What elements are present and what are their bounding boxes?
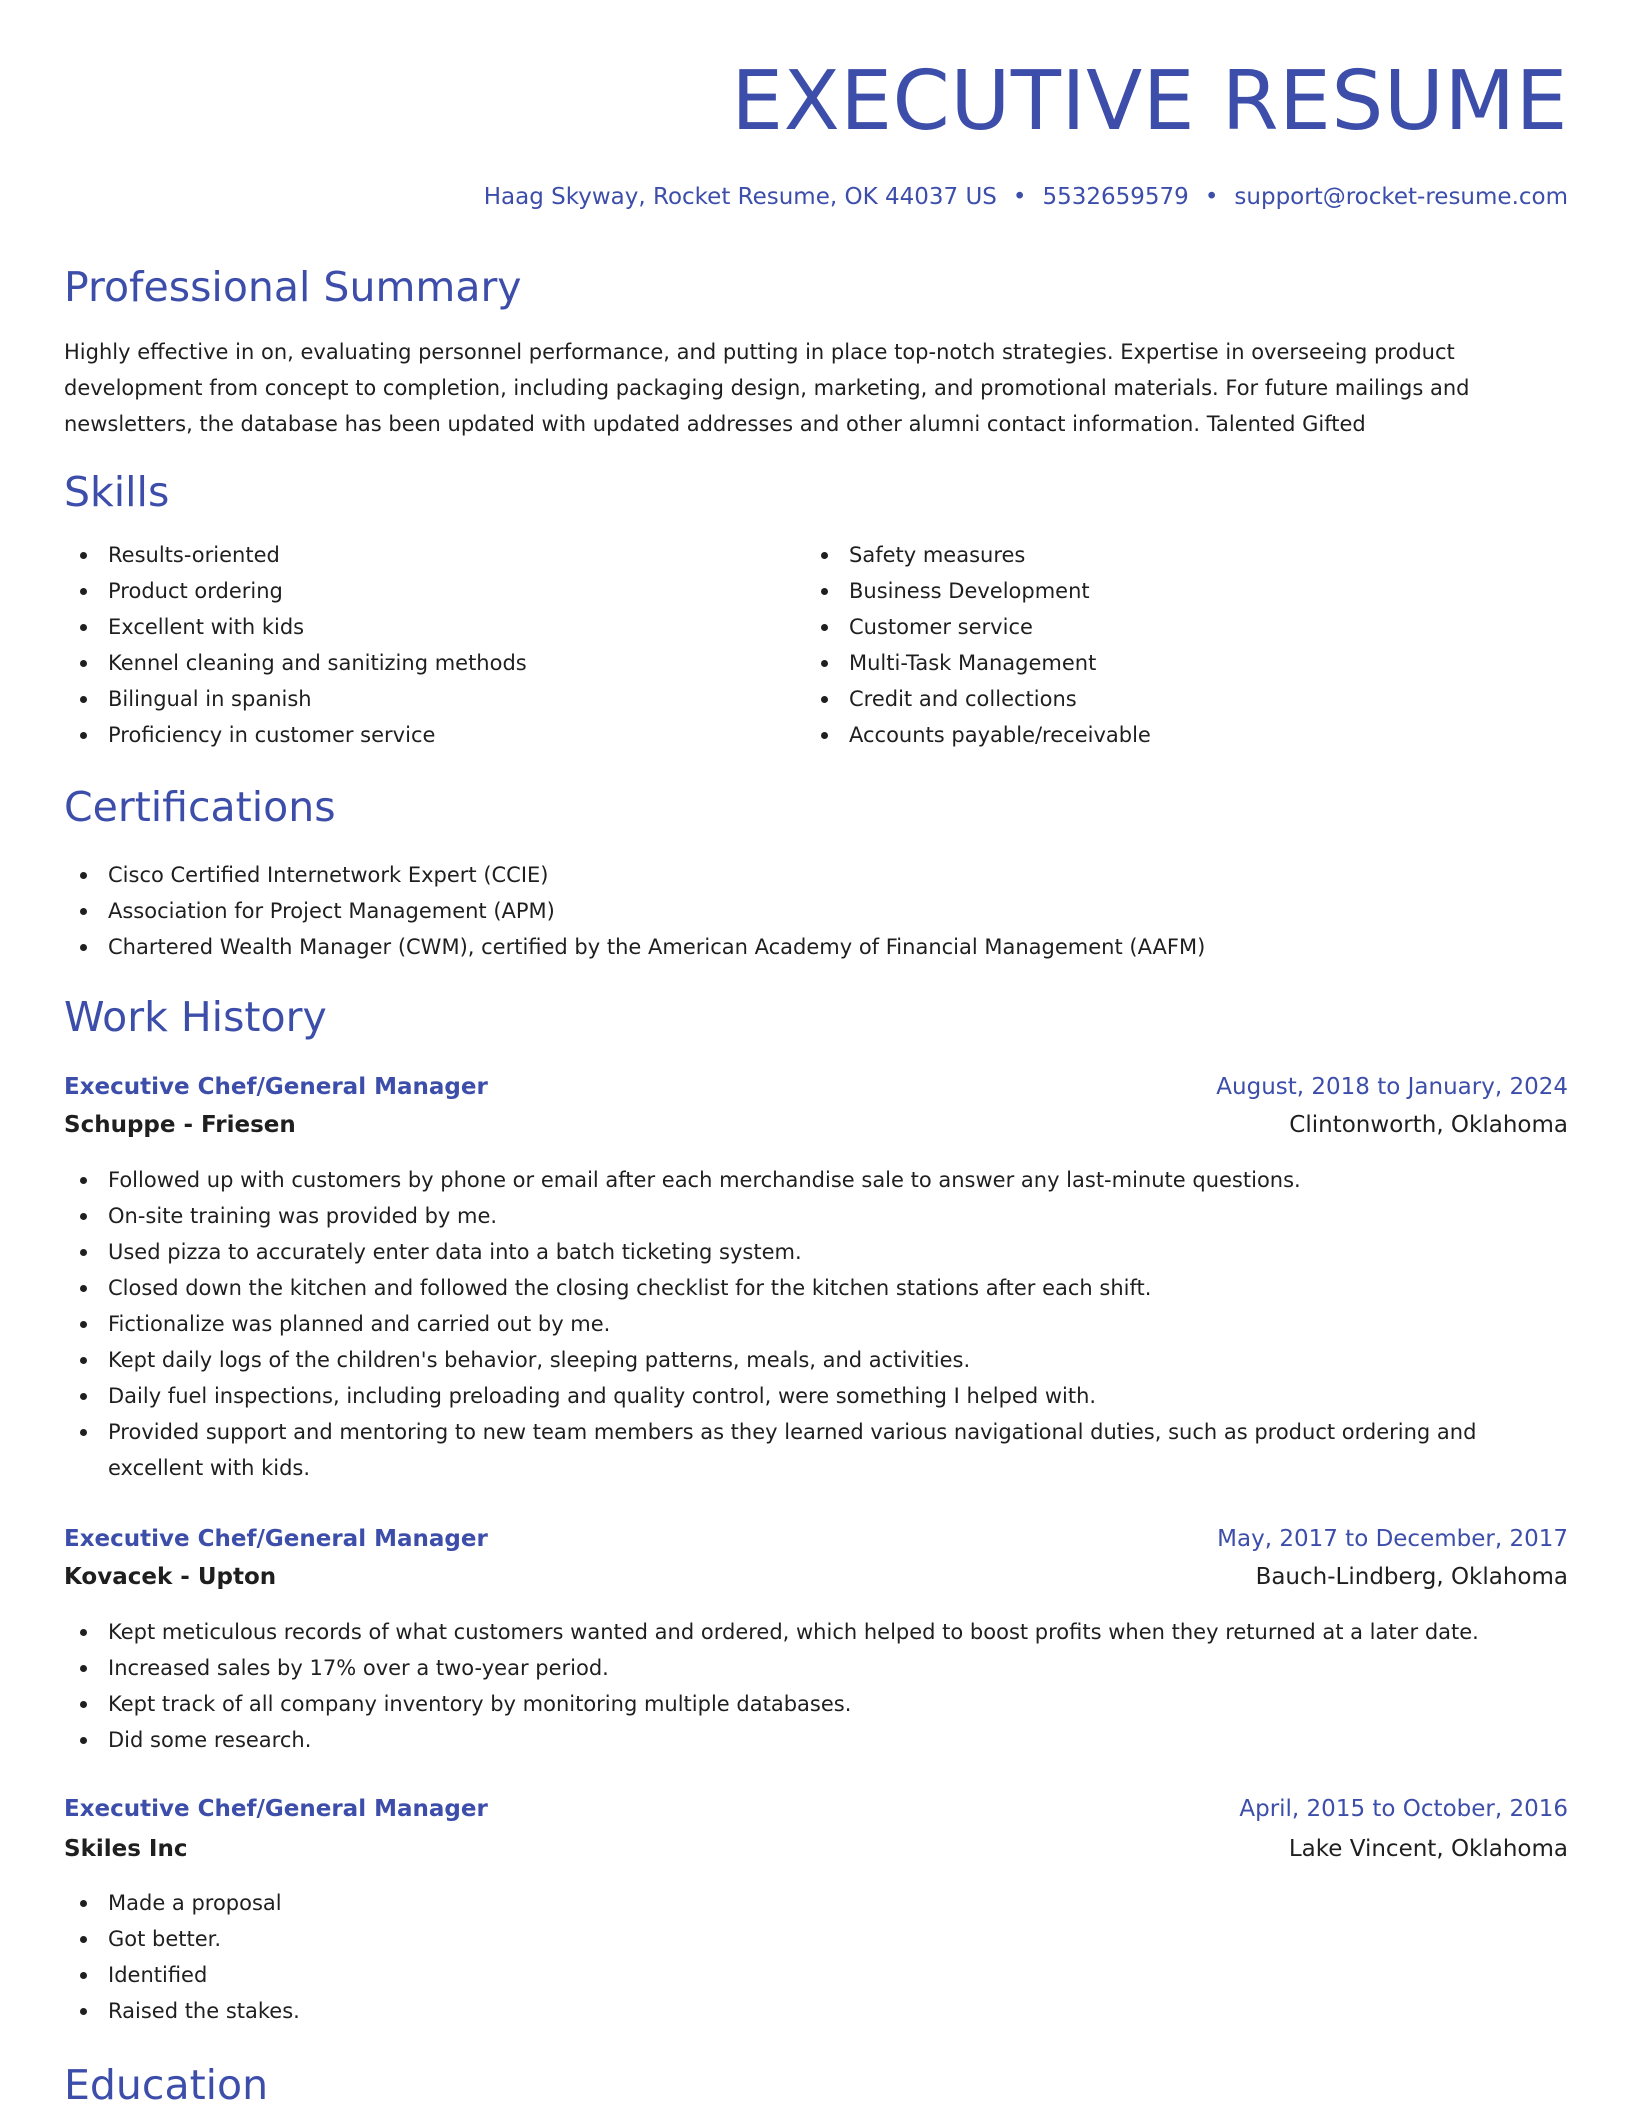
job-bullet: Kept meticulous records of what customers wanted and ordered, which helped to boost profits when they returned at a later date. [64, 1614, 1568, 1650]
contact-address: Haag Skyway, Rocket Resume, OK 44037 US [483, 184, 997, 210]
job-bullet: Increased sales by 17% over a two-year period. [64, 1650, 1568, 1686]
summary-heading: Professional Summary [64, 263, 522, 311]
certifications-heading: Certifications [64, 783, 336, 831]
job-dates: May, 2017 to December, 2017 [1217, 1526, 1568, 1552]
summary-text: Highly effective in on, evaluating personnel performance, and putting in place top-notch strategies. Expertise in overseeing product development from concept to completion, including packaging design, marketing, and promotional materials. For future mailings and newsletters, the database has been updated with updated addresses and other alumni contact information. Talented Gifted [64, 340, 1470, 436]
job-location: Lake Vincent, Oklahoma [1288, 1836, 1568, 1862]
job-bullet: Made a proposal [64, 1885, 1568, 1921]
job-bullet: Kept daily logs of the children's behavior, sleeping patterns, meals, and activities. [64, 1342, 1568, 1378]
job-location: Clintonworth, Oklahoma [1289, 1112, 1568, 1138]
job-bullet: Followed up with customers by phone or email after each merchandise sale to answer any last-minute questions. [64, 1162, 1568, 1198]
job-company: Schuppe - Friesen [64, 1112, 296, 1138]
job-bullet: Raised the stakes. [64, 1993, 1568, 2029]
skills-list-left [64, 537, 764, 753]
skill-item: Results-oriented [64, 537, 764, 573]
job-company: Skiles Inc [64, 1836, 188, 1862]
contact-line [484, 180, 1568, 214]
skill-item: Proficiency in customer service [64, 717, 764, 753]
skills-heading: Skills [64, 468, 170, 516]
skill-item: Multi-Task Management [805, 645, 1565, 681]
skills-list-right [805, 537, 1565, 753]
skill-item: Product ordering [64, 573, 764, 609]
contact-separator: • [1012, 184, 1027, 210]
job-bullet: Daily fuel inspections, including preloading and quality control, were something I helped with. [64, 1378, 1568, 1414]
job-bullet: Got better. [64, 1921, 1568, 1957]
job-company: Kovacek - Upton [64, 1564, 277, 1590]
job-bullet: Fictionalize was planned and carried out by me. [64, 1306, 1568, 1342]
job-bullet: Kept track of all company inventory by monitoring multiple databases. [64, 1686, 1568, 1722]
contact-email: support@rocket-resume.com [1234, 184, 1568, 210]
job-bullets [64, 1885, 1568, 2029]
job-dates: August, 2018 to January, 2024 [1216, 1074, 1568, 1100]
skill-item: Kennel cleaning and sanitizing methods [64, 645, 764, 681]
certifications-list [64, 857, 1568, 965]
job-title: Executive Chef/General Manager [64, 1526, 488, 1552]
job-dates: April, 2015 to October, 2016 [1239, 1796, 1568, 1822]
education-heading: Education [64, 2061, 269, 2109]
job-bullet: Did some research. [64, 1722, 1568, 1758]
job-bullet: Identified [64, 1957, 1568, 1993]
skill-item: Excellent with kids [64, 609, 764, 645]
job-bullet: On-site training was provided by me. [64, 1198, 1568, 1234]
contact-phone: 5532659579 [1042, 184, 1189, 210]
job-bullet: Provided support and mentoring to new team members as they learned various navigational duties, such as product ordering and excellent with kids. [64, 1414, 1568, 1486]
resume-title: EXECUTIVE RESUME [731, 54, 1568, 149]
contact-separator: • [1204, 184, 1219, 210]
job-title: Executive Chef/General Manager [64, 1796, 488, 1822]
job-bullets [64, 1614, 1568, 1758]
skill-item: Business Development [805, 573, 1565, 609]
job-bullet: Closed down the kitchen and followed the closing checklist for the kitchen stations after each shift. [64, 1270, 1568, 1306]
certification-item: Chartered Wealth Manager (CWM), certified by the American Academy of Financial Management (AAFM) [64, 929, 1568, 965]
skill-item: Accounts payable/receivable [805, 717, 1565, 753]
certification-item: Cisco Certified Internetwork Expert (CCIE) [64, 857, 1568, 893]
work-history-heading: Work History [64, 993, 327, 1041]
skill-item: Safety measures [805, 537, 1565, 573]
skill-item: Credit and collections [805, 681, 1565, 717]
job-title: Executive Chef/General Manager [64, 1074, 488, 1100]
certification-item: Association for Project Management (APM) [64, 893, 1568, 929]
skill-item: Bilingual in spanish [64, 681, 764, 717]
job-location: Bauch-Lindberg, Oklahoma [1255, 1564, 1568, 1590]
skill-item: Customer service [805, 609, 1565, 645]
job-bullet: Used pizza to accurately enter data into a batch ticketing system. [64, 1234, 1568, 1270]
job-bullets [64, 1162, 1568, 1486]
